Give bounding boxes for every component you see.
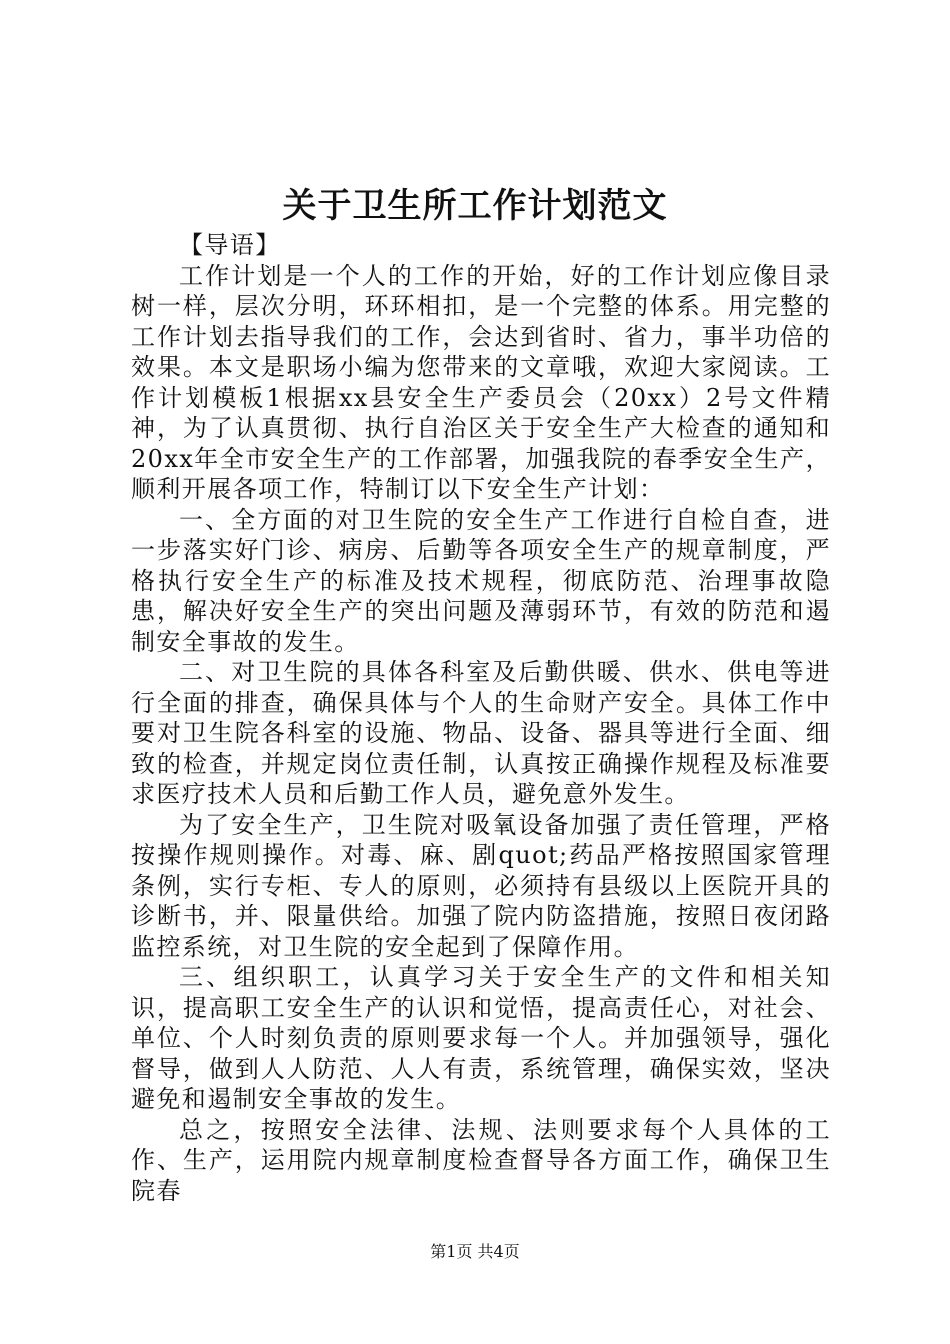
paragraph-intro: 工作计划是一个人的工作的开始，好的工作计划应像目录树一样，层次分明，环环相扣，是一个完整的体系。用完整的工作计划去指导我们的工作，会达到省时、省力，事半功倍的效果。本文是职场小编为您带来的文章哦，欢迎大家阅读。工作计划模板1根据xx县安全生产委员会（20xx）2号文件精神，为了认真贯彻、执行自治区关于安全生产大检查的通知和20xx年全市安全生产的工作部署，加强我院的春季安全生产，顺利开展各项工作，特制订以下安全生产计划： (131, 261, 831, 503)
paragraph-item-1: 一、全方面的对卫生院的安全生产工作进行自检自查，进一步落实好门诊、病房、后勤等各项安全生产的规章制度，严格执行安全生产的标准及技术规程，彻底防范、治理事故隐患，解决好安全生产的突出问题及薄弱环节，有效的防范和遏制安全事故的发生。 (131, 505, 831, 656)
paragraph-item-3: 三、组织职工，认真学习关于安全生产的文件和相关知识，提高职工安全生产的认识和觉悟，提高责任心，对社会、单位、个人时刻负责的原则要求每一个人。并加强领导，强化督导，做到人人防范、人人有责，系统管理，确保实效，坚决避免和遏制安全事故的发生。 (131, 963, 831, 1113)
page-number: 第1页 共4页 (430, 1242, 520, 1261)
document-body (131, 230, 831, 1206)
paragraph-safety-measures: 为了安全生产，卫生院对吸氧设备加强了责任管理，严格按操作规则操作。对毒、麻、剧quot;药品严格按照国家管理条例，实行专柜、专人的原则，必须持有县级以上医院开具的诊断书，并、限量供给。加强了院内防盗措施，按照日夜闭路监控系统，对卫生院的安全起到了保障作用。 (131, 810, 831, 961)
paragraph-item-2: 二、对卫生院的具体各科室及后勤供暖、供水、供电等进行全面的排查，确保具体与个人的生命财产安全。具体工作中要对卫生院各科室的设施、物品、设备、器具等进行全面、细致的检查，并规定岗位责任制，认真按正确操作规程及标准要求医疗技术人员和后勤工作人员，避免意外发生。 (131, 658, 831, 808)
document-title: 关于卫生所工作计划范文 (282, 186, 668, 226)
paragraph-summary: 总之，按照安全法律、法规、法则要求每个人具体的工作、生产，运用院内规章制度检查督导各方面工作，确保卫生院春 (131, 1115, 831, 1205)
paragraph-intro-label: 【导语】 (179, 231, 281, 259)
